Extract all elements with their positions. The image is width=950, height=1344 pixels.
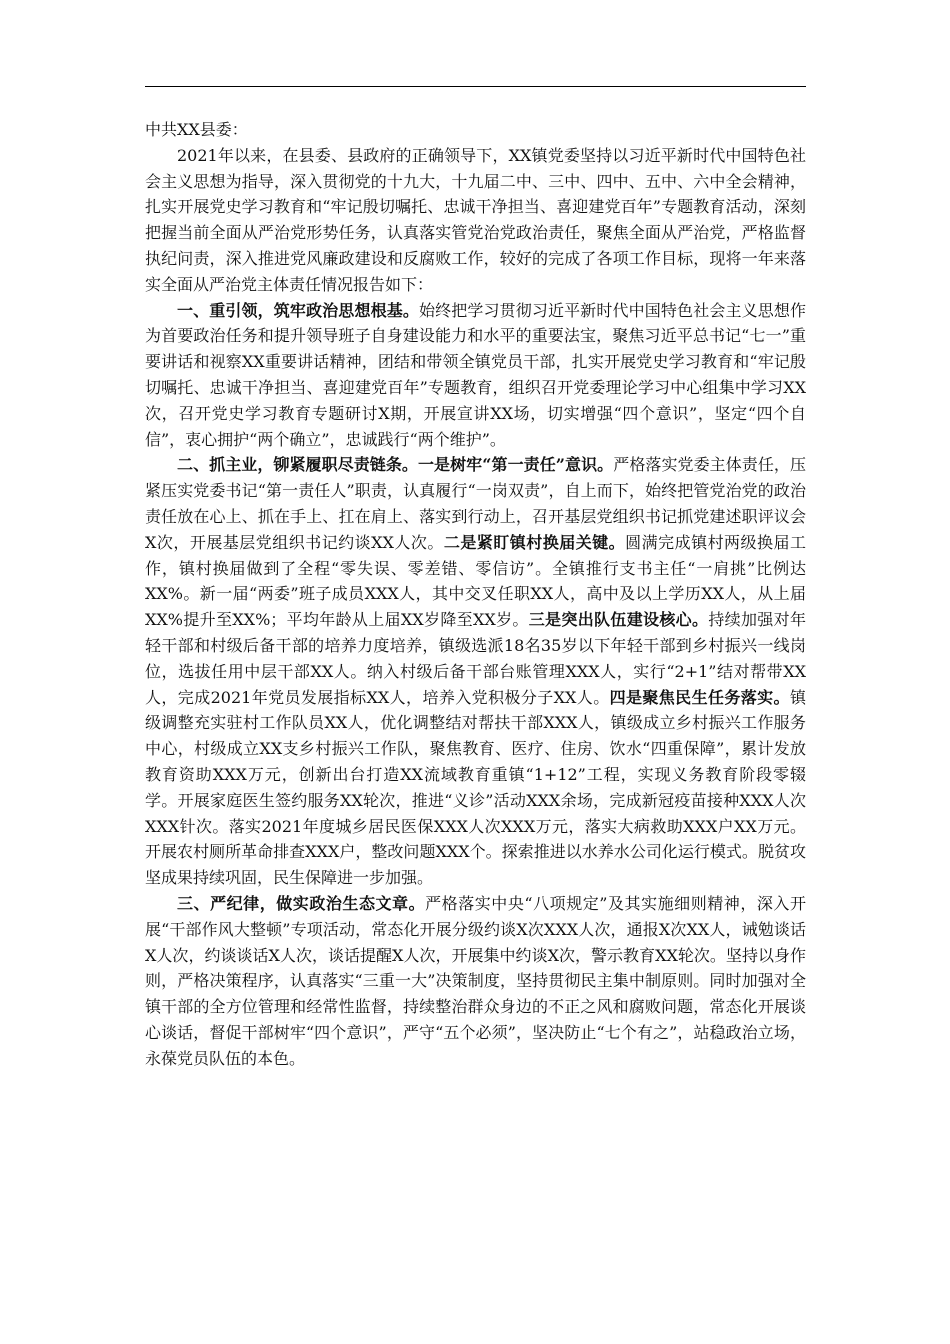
section2-sub2-heading: 二是紧盯镇村换届关键。 (443, 532, 626, 552)
report-body (145, 117, 806, 1071)
section2-heading: 二、抓主业，铆紧履职尽责链条。 (177, 455, 418, 475)
section2-sub2-text: 圆满完成镇村两级换届工作，镇村换届做到了全程“零失误、零差错、零信访”。全镇推行支书主任“一肩挑”比例达XX%。新一届“两委”班子成员XXX人，其中交叉任职XX人，高中及以上学历XX人，从上届XX%提升至XX%；平均年龄从上届XX岁降至XX岁。 (145, 532, 806, 630)
section3-heading: 三、严纪律，做实政治生态文章。 (177, 893, 426, 913)
header-rule (145, 86, 806, 87)
section2-paragraph (145, 452, 806, 891)
section3-paragraph (145, 891, 806, 1072)
section2-sub1-heading: 一是树牢“第一责任”意识。 (417, 455, 614, 475)
section2-sub1-text: 严格落实党委主体责任，压紧压实党委书记“第一责任人”职责，认真履行“一岗双责”，自上而下，始终把管党治党的政治责任放在心上、抓在手上、扛在肩上、落实到行动上，召开基层党组织书记抓党建述职评议会X次，开展基层党组织书记约谈XX人次。 (145, 455, 806, 552)
intro-paragraph: 2021年以来，在县委、县政府的正确领导下，XX镇党委坚持以习近平新时代中国特色社会主义思想为指导，深入贯彻党的十九大，十九届二中、三中、四中、五中、六中全会精神，扎实开展党史学习教育和“牢记殷切嘱托、忠诚干净担当、喜迎建党百年”专题教育活动，深刻把握当前全面从严治党形势任务，认真落实管党治党政治责任，聚焦全面从严治党，严格监督执纪问责，深入推进党风廉政建设和反腐败工作，较好的完成了各项工作目标，现将一年来落实全面从严治党主体责任情况报告如下： (145, 145, 806, 294)
section3-text: 严格落实中央“八项规定”及其实施细则精神，深入开展“干部作风大整顿”专项活动，常态化开展分级约谈X次XXX人次，通报X次XX人，诫勉谈话X人次，约谈谈话X人次，谈话提醒X人次，开展集中约谈X次，警示教育XX轮次。坚持以身作则，严格决策程序，认真落实“三重一大”决策制度，坚持贯彻民主集中制原则。同时加强对全镇干部的全方位管理和经常性监督，持续整治群众身边的不正之风和腐败问题，常态化开展谈心谈话，督促干部树牢“四个意识”，严守“五个必须”，坚决防止“七个有之”，站稳政治立场，永葆党员队伍的本色。 (145, 893, 806, 1068)
section2-sub3-text: 持续加强对年轻干部和村级后备干部的培养力度培养，镇级选派18名35岁以下年轻干部到乡村振兴一线岗位，选拔任用中层干部XX人。纳入村级后备干部台账管理XXX人，实行“2+1”结对帮带XX人，完成2021年党员发展指标XX人，培养入党积极分子XX人。 (145, 610, 806, 707)
section2-sub4-heading: 四是聚焦民生任务落实。 (609, 687, 790, 707)
section2-sub3-heading: 三是突出队伍建设核心。 (528, 610, 709, 630)
section1-text: 始终把学习贯彻习近平新时代中国特色社会主义思想作为首要政治任务和提升领导班子自身建设能力和水平的重要法宝，聚焦习近平总书记“七一”重要讲话和视察XX重要讲话精神，团结和带领全镇党员干部，扎实开展党史学习教育和“牢记殷切嘱托、忠诚干净担当、喜迎建党百年”专题教育，组织召开党委理论学习中心组集中学习XX次，召开党史学习教育专题研讨X期，开展宣讲XX场，切实增强“四个意识”，坚定“四个自信”，衷心拥护“两个确立”，忠诚践行“两个维护”。 (145, 300, 806, 449)
salutation: 中共XX县委： (145, 120, 248, 139)
section1-paragraph (145, 298, 806, 453)
section2-sub4-text: 镇级调整充实驻村工作队员XX人，优化调整结对帮扶干部XXX人，镇级成立乡村振兴工作服务中心，村级成立XX支乡村振兴工作队，聚焦教育、医疗、住房、饮水“四重保障”，累计发放教育资助XXX万元，创新出台打造XX流域教育重镇“1+12”工程，实现义务教育阶段零辍学。开展家庭医生签约服务XX轮次，推进“义诊”活动XXX余场，完成新冠疫苗接种XXX人次XXX针次。落实2021年度城乡居民医保XXX人次XXX万元，落实大病救助XXX户XX万元。开展农村厕所革命排查XXX户，整改问题XXX个。探索推进以水养水公司化运行模式。脱贫攻坚成果持续巩固，民生保障进一步加强。 (145, 687, 806, 888)
section1-heading: 一、重引领，筑牢政治思想根基。 (177, 300, 419, 320)
